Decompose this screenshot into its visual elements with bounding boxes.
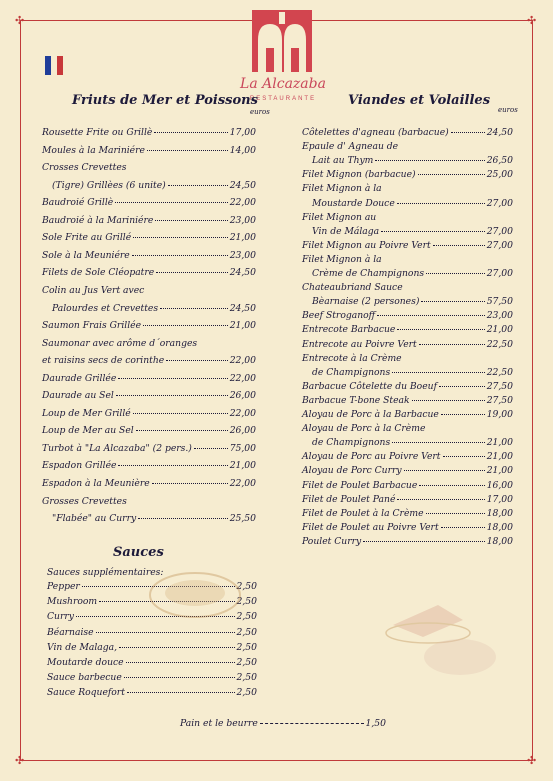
item-price: 21,00 bbox=[486, 324, 513, 336]
item-name: Loup de Mer Grillé bbox=[42, 407, 131, 419]
item-price: 25,50 bbox=[229, 513, 256, 525]
seafood-heading: Friuts de Mer et Poissons bbox=[72, 93, 258, 108]
item-price: 27,50 bbox=[486, 394, 513, 406]
item-name: Aloyau de Porc Curry bbox=[302, 465, 402, 477]
item-price: 14,00 bbox=[229, 144, 256, 156]
leader-dots bbox=[133, 237, 228, 238]
item-price: 26,50 bbox=[486, 155, 513, 167]
item-price: 17,00 bbox=[229, 127, 256, 138]
leader-dots bbox=[419, 344, 485, 345]
leader-dots bbox=[381, 231, 485, 232]
leader-dots bbox=[133, 413, 228, 414]
leader-dots bbox=[115, 202, 227, 203]
menu-item bbox=[302, 480, 513, 492]
leader-dots bbox=[160, 308, 228, 309]
item-name: Espadon à la Meunière bbox=[42, 478, 150, 489]
menu-item bbox=[42, 373, 256, 385]
menu-item bbox=[52, 513, 256, 525]
leader-dots bbox=[397, 499, 484, 500]
meat-heading: Viandes et Volailles bbox=[348, 93, 491, 108]
item-price: 16,00 bbox=[486, 479, 513, 491]
menu-item bbox=[42, 355, 256, 367]
item-name: Entrecote à la Crème bbox=[302, 352, 402, 364]
item-price: 24,50 bbox=[229, 302, 256, 314]
leader-dots bbox=[404, 470, 485, 471]
item-name: Saumon Frais Grillée bbox=[42, 320, 142, 332]
leader-dots bbox=[138, 518, 228, 519]
menu-item bbox=[42, 425, 256, 437]
item-price: 23,00 bbox=[229, 249, 256, 261]
leader-dots bbox=[421, 301, 484, 302]
leader-dots bbox=[441, 527, 485, 528]
leader-dots bbox=[96, 632, 235, 633]
item-price: 2,50 bbox=[236, 611, 257, 623]
item-name: Chateaubriand Sauce bbox=[302, 282, 403, 294]
menu-item bbox=[312, 268, 513, 280]
item-price: 27,00 bbox=[486, 225, 513, 237]
item-name: Filet Mignon au bbox=[302, 211, 377, 223]
corner-ornament-icon: ✣ bbox=[527, 754, 537, 767]
leader-dots bbox=[154, 132, 227, 133]
item-price: 22,50 bbox=[486, 366, 513, 378]
leader-dots bbox=[377, 315, 485, 316]
sauces-heading: Sauces bbox=[113, 545, 164, 560]
item-name: Sauce Roquefort bbox=[47, 687, 125, 699]
item-name: de Champignons bbox=[312, 366, 391, 378]
leader-dots bbox=[155, 220, 227, 221]
item-name: Barbacue T-bone Steak bbox=[302, 394, 410, 406]
leader-dots bbox=[260, 723, 364, 724]
menu-item bbox=[42, 267, 256, 279]
menu-item bbox=[42, 250, 256, 262]
item-price: 21,00 bbox=[229, 460, 256, 472]
item-name: Vin de Málaga bbox=[312, 225, 380, 237]
leader-dots bbox=[127, 692, 235, 693]
item-name: Aloyau de Porc au Poivre Vert bbox=[302, 451, 441, 463]
item-price: 22,00 bbox=[229, 407, 256, 419]
item-name: de Champignons bbox=[312, 437, 391, 449]
left-unit-label: euros bbox=[250, 108, 270, 116]
item-name: Sauce barbecue bbox=[47, 672, 122, 684]
menu-item bbox=[302, 169, 513, 181]
menu-item bbox=[302, 522, 513, 534]
item-price: 21,00 bbox=[486, 451, 513, 463]
item-name: Poulet Curry bbox=[302, 535, 362, 547]
menu-item bbox=[302, 127, 513, 139]
item-name: Curry bbox=[47, 611, 74, 623]
menu-item bbox=[47, 657, 257, 669]
leader-dots bbox=[136, 430, 228, 431]
leader-dots bbox=[156, 272, 227, 273]
menu-item bbox=[302, 508, 513, 520]
leader-dots bbox=[443, 456, 485, 457]
leader-dots bbox=[147, 150, 228, 151]
leader-dots bbox=[392, 442, 485, 443]
item-price: 22,50 bbox=[486, 338, 513, 350]
menu-item bbox=[312, 437, 513, 449]
item-name: Colin au Jus Vert avec bbox=[42, 284, 145, 296]
corner-ornament-icon: ✣ bbox=[15, 14, 25, 27]
leader-dots bbox=[194, 448, 228, 449]
menu-item bbox=[47, 672, 257, 684]
menu-item bbox=[42, 320, 256, 332]
menu-item bbox=[312, 367, 513, 379]
leader-dots bbox=[397, 329, 484, 330]
item-price: 22,00 bbox=[229, 355, 256, 367]
item-price: 2,50 bbox=[236, 626, 257, 638]
right-unit-label: euros bbox=[498, 106, 518, 114]
leader-dots bbox=[119, 647, 234, 648]
item-price: 22,00 bbox=[229, 197, 256, 209]
frame-bottom bbox=[20, 760, 533, 761]
item-price: 24,50 bbox=[486, 127, 513, 138]
leader-dots bbox=[118, 465, 227, 466]
item-price: 2,50 bbox=[236, 641, 257, 653]
leader-dots bbox=[392, 372, 485, 373]
menu-item bbox=[302, 465, 513, 477]
menu-item bbox=[47, 687, 257, 699]
menu-item bbox=[302, 324, 513, 336]
leader-dots bbox=[419, 485, 484, 486]
item-price: 19,00 bbox=[486, 409, 513, 420]
item-name: Saumonar avec arôme d´oranges bbox=[42, 337, 198, 349]
item-name: Lait au Thym bbox=[312, 155, 374, 167]
item-name: Sole à la Meuniére bbox=[42, 249, 130, 261]
leader-dots bbox=[426, 513, 485, 514]
item-name: Baudroié à la Mariniére bbox=[42, 214, 154, 226]
frame-right bbox=[532, 20, 533, 761]
item-name: Moutarde douce bbox=[47, 657, 124, 668]
leader-dots bbox=[433, 245, 485, 246]
menu-item bbox=[42, 215, 256, 227]
menu-item bbox=[302, 310, 513, 322]
french-flag-icon bbox=[45, 56, 63, 75]
item-name: Moules à la Mariniére bbox=[42, 144, 145, 156]
item-price: 26,00 bbox=[229, 390, 256, 402]
item-name: Moustarde Douce bbox=[312, 197, 395, 209]
menu-item bbox=[47, 642, 257, 654]
item-price: 18,00 bbox=[486, 521, 513, 533]
item-price: 26,00 bbox=[229, 425, 256, 437]
item-price: 2,50 bbox=[236, 672, 257, 684]
item-name: Epaule d' Agneau de bbox=[302, 141, 399, 153]
leader-dots bbox=[418, 174, 485, 175]
item-name: Aloyau de Porc à la Crème bbox=[302, 423, 426, 435]
leader-dots bbox=[116, 395, 228, 396]
menu-item bbox=[302, 395, 513, 407]
item-name: (Tigre) Grillèes (6 unite) bbox=[52, 179, 166, 191]
menu-item bbox=[302, 409, 513, 421]
menu-item bbox=[312, 198, 513, 210]
item-name: Filet Mignon au Poivre Vert bbox=[302, 239, 431, 251]
leader-dots bbox=[426, 273, 485, 274]
leader-dots bbox=[166, 360, 227, 361]
item-name: Barbacue Côtelette du Boeuf bbox=[302, 380, 437, 392]
menu-item bbox=[302, 451, 513, 463]
menu-item bbox=[302, 381, 513, 393]
menu-item bbox=[42, 408, 256, 420]
menu-item bbox=[302, 240, 513, 252]
item-name: Palourdes et Crevettes bbox=[52, 302, 159, 314]
menu-item bbox=[42, 460, 256, 472]
item-name: Filet de Poulet au Poivre Vert bbox=[302, 521, 439, 533]
menu-item bbox=[302, 536, 513, 548]
leader-dots bbox=[118, 378, 227, 379]
item-name: Mushroom bbox=[47, 596, 98, 608]
item-price: 24,50 bbox=[229, 267, 256, 279]
item-name: Daurade au Sel bbox=[42, 390, 114, 402]
brand-subtitle: RESTAURANTE bbox=[249, 96, 317, 102]
brand-name: La Alcazaba bbox=[240, 76, 326, 92]
item-name: Baudroié Grillè bbox=[42, 197, 114, 209]
item-price: 23,00 bbox=[229, 214, 256, 226]
item-name: Vin de Malaga, bbox=[47, 641, 118, 653]
item-price: 27,50 bbox=[486, 380, 513, 392]
item-name: Turbot à "La Alcazaba" (2 pers.) bbox=[42, 442, 192, 454]
item-price: 21,00 bbox=[486, 465, 513, 477]
item-name: Sole Frite au Grillé bbox=[42, 232, 132, 244]
item-name: Filet de Poulet Barbacue bbox=[302, 479, 418, 491]
item-name: "Flabée" au Curry bbox=[52, 513, 137, 525]
bread-butter-item bbox=[180, 718, 386, 730]
menu-item bbox=[42, 390, 256, 402]
corner-ornament-icon: ✣ bbox=[15, 754, 25, 767]
menu-item bbox=[52, 303, 256, 315]
food-illustration-icon bbox=[140, 555, 250, 625]
item-name: Filet de Poulet à la Crème bbox=[302, 507, 424, 519]
item-name: Crème de Champignons bbox=[312, 268, 425, 279]
item-name: Rousette Frite ou Grillè bbox=[42, 127, 153, 138]
alcazaba-arch-logo-icon bbox=[252, 10, 312, 72]
menu-item bbox=[42, 443, 256, 455]
menu-item bbox=[302, 494, 513, 506]
item-name: Crosses Crevettes bbox=[42, 162, 127, 174]
item-name: Daurade Grillée bbox=[42, 372, 117, 384]
menu-item bbox=[302, 339, 513, 351]
menu-item bbox=[42, 197, 256, 209]
leader-dots bbox=[441, 414, 485, 415]
leader-dots bbox=[124, 677, 235, 678]
item-name: Bèarnaise (2 persones) bbox=[312, 296, 420, 308]
frame-left bbox=[20, 20, 21, 761]
menu-item bbox=[312, 226, 513, 238]
leader-dots bbox=[451, 132, 485, 133]
item-name: Filets de Sole Cléopatre bbox=[42, 267, 155, 279]
item-price: 25,00 bbox=[486, 169, 513, 181]
item-price: 24,50 bbox=[229, 179, 256, 191]
item-price: 22,00 bbox=[229, 478, 256, 489]
item-price: 17,00 bbox=[486, 493, 513, 505]
menu-item bbox=[42, 478, 256, 490]
item-name: Côtelettes d'agneau (barbacue) bbox=[302, 127, 449, 138]
item-price: 2,50 bbox=[236, 657, 257, 668]
item-price: 1,50 bbox=[365, 718, 386, 729]
corner-ornament-icon: ✣ bbox=[527, 14, 537, 27]
item-name: Filet de Poulet Pané bbox=[302, 493, 396, 505]
item-name: Espadon Grillée bbox=[42, 460, 117, 472]
item-price: 27,00 bbox=[486, 197, 513, 209]
item-name: Pepper bbox=[47, 581, 80, 592]
item-name: Loup de Mer au Sel bbox=[42, 425, 134, 437]
leader-dots bbox=[168, 185, 228, 186]
item-name: Filet Mignon (barbacue) bbox=[302, 169, 416, 181]
item-price: 18,00 bbox=[486, 535, 513, 547]
item-price: 21,00 bbox=[229, 232, 256, 244]
item-price: 22,00 bbox=[229, 372, 256, 384]
leader-dots bbox=[397, 203, 485, 204]
item-name: Aloyau de Porc à la Barbacue bbox=[302, 409, 439, 420]
leader-dots bbox=[375, 160, 484, 161]
item-price: 2,50 bbox=[236, 687, 257, 699]
item-name: Filet Mignon à la bbox=[302, 183, 382, 195]
item-price: 2,50 bbox=[236, 596, 257, 608]
item-price: 27,00 bbox=[486, 268, 513, 279]
garnish-illustration-icon bbox=[420, 632, 500, 682]
item-name: Grosses Crevettes bbox=[42, 495, 127, 507]
leader-dots bbox=[126, 662, 235, 663]
menu-item bbox=[52, 180, 256, 192]
leader-dots bbox=[132, 255, 228, 256]
menu-item bbox=[47, 627, 257, 639]
leader-dots bbox=[363, 541, 485, 542]
menu-item bbox=[42, 145, 256, 157]
leader-dots bbox=[143, 325, 228, 326]
item-name: Béarnaise bbox=[47, 626, 94, 638]
item-name: Beef Stroganoff bbox=[302, 310, 376, 322]
item-name: Filet Mignon à la bbox=[302, 253, 382, 265]
item-name: et raisins secs de corinthe bbox=[42, 355, 165, 367]
menu-item bbox=[312, 155, 513, 167]
sauces-subheading: Sauces supplémentaires: bbox=[47, 567, 164, 578]
leader-dots bbox=[439, 386, 485, 387]
item-price: 75,00 bbox=[229, 442, 256, 454]
menu-item bbox=[42, 232, 256, 244]
item-name: Entrecote Barbacue bbox=[302, 324, 396, 336]
item-price: 18,00 bbox=[486, 507, 513, 519]
item-price: 2,50 bbox=[236, 581, 257, 592]
item-price: 23,00 bbox=[486, 310, 513, 322]
item-price: 27,00 bbox=[486, 239, 513, 251]
menu-item bbox=[312, 296, 513, 308]
item-price: 21,00 bbox=[229, 320, 256, 332]
menu-item bbox=[42, 127, 256, 139]
item-price: 57,50 bbox=[486, 296, 513, 308]
item-name: Entrecote au Poivre Vert bbox=[302, 338, 417, 350]
leader-dots bbox=[152, 483, 228, 484]
item-name: Pain et le beurre bbox=[180, 718, 258, 729]
leader-dots bbox=[412, 400, 485, 401]
item-price: 21,00 bbox=[486, 437, 513, 449]
